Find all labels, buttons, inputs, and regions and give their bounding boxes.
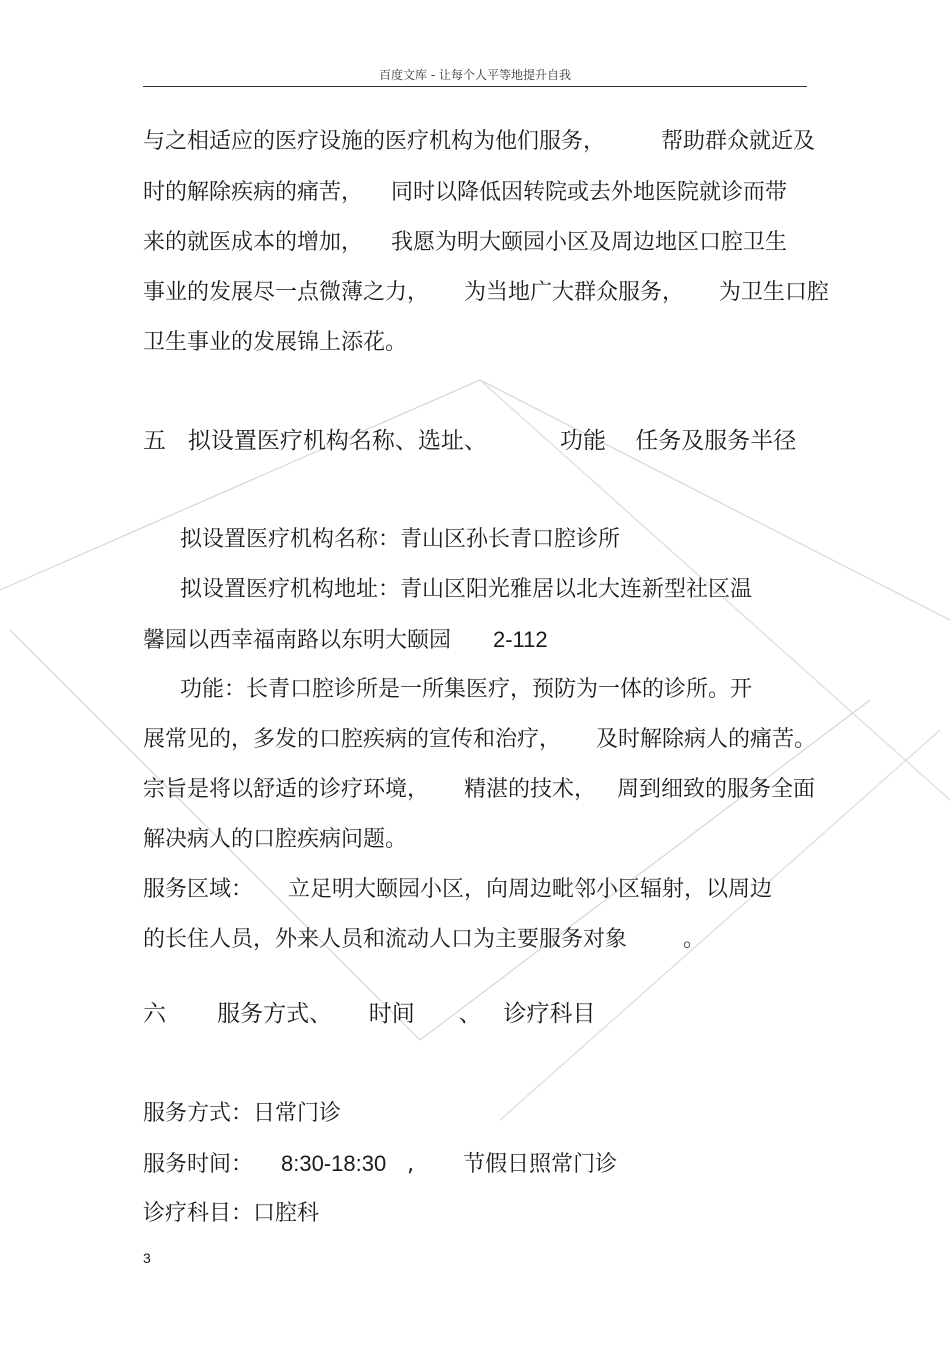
institution-address-line — [143, 627, 548, 654]
section-heading-5: 五 拟设置医疗机构名称、选址、 功能 任务及服务半径 — [143, 428, 797, 454]
header-rule — [143, 86, 807, 87]
address-text: 馨园以西幸福南路以东明大颐园 — [143, 628, 493, 653]
departments-line: 诊疗科目：口腔科 — [143, 1201, 320, 1226]
institution-name-line: 拟设置医疗机构名称：青山区孙长青口腔诊所 — [180, 527, 621, 552]
service-area-line: 服务区域： 立足明大颐园小区，向周边毗邻小区辐射，以周边 — [143, 877, 772, 902]
service-time-value: 8:30-18:30 — [280, 1151, 387, 1176]
paragraph-line: 与之相适应的医疗设施的医疗机构为他们服务， 帮助群众就近及 — [143, 129, 815, 154]
page-header: 百度文库 - 让每个人平等地提升自我 — [379, 68, 571, 82]
section-heading-6: 六 服务方式、 时间 、 诊疗科目 — [143, 1001, 596, 1027]
page-number: 3 — [143, 1250, 151, 1266]
address-number: 2-112 — [492, 627, 548, 652]
service-time-suffix: , 节假日照常门诊 — [386, 1152, 618, 1177]
service-time-label: 服务时间： — [143, 1152, 281, 1177]
service-time-line — [143, 1151, 617, 1178]
function-line: 宗旨是将以舒适的诊疗环境， 精湛的技术， 周到细致的服务全面 — [143, 777, 815, 802]
service-mode-line: 服务方式：日常门诊 — [143, 1101, 342, 1126]
function-line: 解决病人的口腔疾病问题。 — [143, 827, 408, 852]
paragraph-line: 卫生事业的发展锦上添花。 — [143, 330, 408, 355]
institution-address-line: 拟设置医疗机构地址：青山区阳光雅居以北大连新型社区温 — [180, 577, 753, 602]
paragraph-line: 事业的发展尽一点微薄之力， 为当地广大群众服务， 为卫生口腔 — [143, 280, 829, 305]
function-line: 功能：长青口腔诊所是一所集医疗，预防为一体的诊所。开 — [180, 677, 753, 702]
paragraph-line: 来的就医成本的增加， 我愿为明大颐园小区及周边地区口腔卫生 — [143, 230, 787, 255]
service-area-line: 的长住人员，外来人员和流动人口为主要服务对象 。 — [143, 927, 705, 952]
paragraph-line: 时的解除疾病的痛苦， 同时以降低因转院或去外地医院就诊而带 — [143, 180, 787, 205]
function-line: 展常见的，多发的口腔疾病的宣传和治疗， 及时解除病人的痛苦。 — [143, 727, 816, 752]
